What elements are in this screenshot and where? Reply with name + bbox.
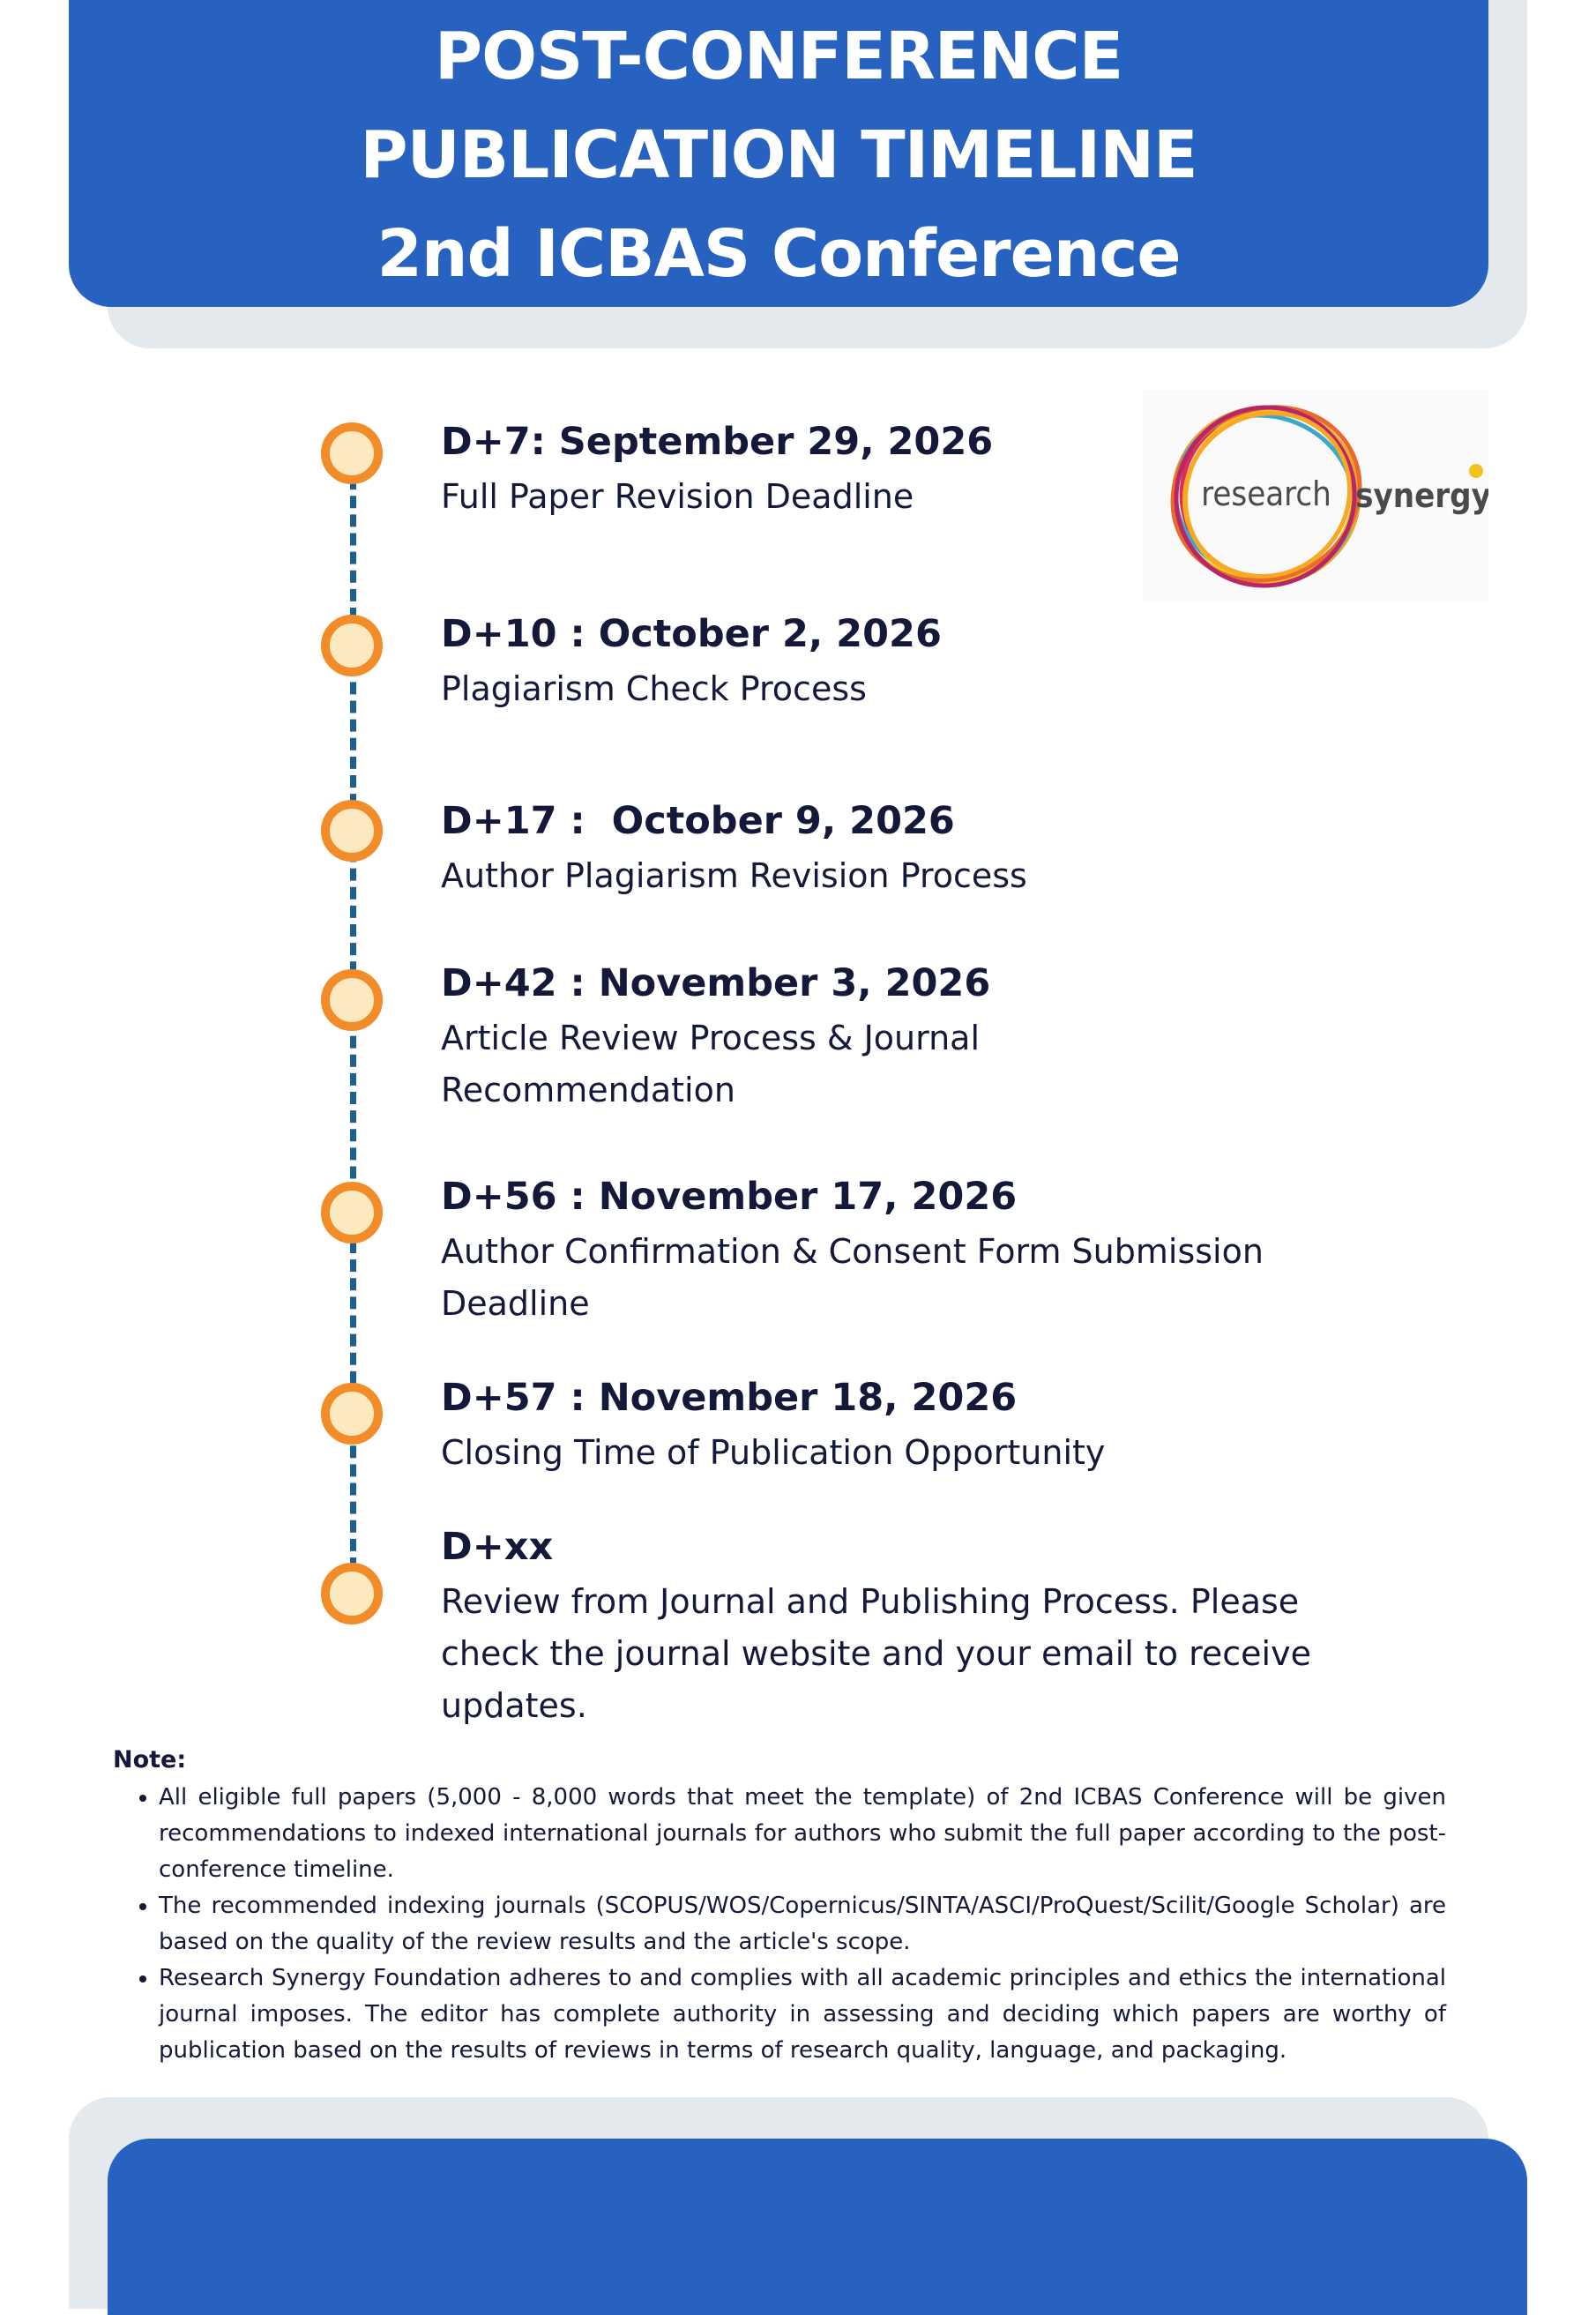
event-description: Author Confirmation & Consent Form Submission Deadline <box>441 1232 1264 1323</box>
event-date: D+42 : November 3, 2026 <box>441 961 991 1005</box>
note-item: • The recommended indexing journals (SCOPUS/WOS/Copernicus/SINTA/ASCI/ProQuest/Scilit/Google Scholar) are based on the quality of the review results and the article's scope. <box>159 1888 1446 1960</box>
event-date: D+56 : November 17, 2026 <box>441 1175 1018 1219</box>
timeline-event <box>441 1523 1323 1732</box>
event-description: Closing Time of Publication Opportunity <box>441 1433 1106 1472</box>
timeline-event <box>441 1374 1323 1479</box>
timeline-dot <box>321 1563 383 1624</box>
timeline-dot <box>321 615 383 676</box>
event-description: Full Paper Revision Deadline <box>441 477 914 516</box>
note-title: Note: <box>113 1746 187 1774</box>
logo-word-research: research <box>1201 474 1331 513</box>
timeline-event <box>441 797 1323 902</box>
note-item: • Research Synergy Foundation adheres to and complies with all academic principles and ethics the international journal imposes. The editor has complete authority in assessing and deciding which papers are worthy of publication based on the results of reviews in terms of research quality, language, and packaging. <box>159 1960 1446 2069</box>
note-item: • All eligible full papers (5,000 - 8,000 words that meet the template) of 2nd ICBAS Conference will be given recommendations to indexed international journals for authors who submit the full paper according to the post-conference timeline. <box>159 1780 1446 1888</box>
footer-banner <box>108 2139 1527 2315</box>
note-list <box>113 1780 1446 2069</box>
timeline-event <box>441 418 1323 523</box>
timeline-dot <box>321 1182 383 1243</box>
header-banner <box>69 0 1488 307</box>
event-date: D+10 : October 2, 2026 <box>441 612 942 656</box>
logo-word-synergy: synergy <box>1355 476 1488 515</box>
event-date: D+17 : October 9, 2026 <box>441 799 955 843</box>
timeline-dot <box>321 969 383 1031</box>
event-date: D+xx <box>441 1525 554 1569</box>
page-title-line-1: POST-CONFERENCE <box>434 19 1123 94</box>
timeline-event <box>441 610 1323 715</box>
event-date: D+57 : November 18, 2026 <box>441 1376 1018 1420</box>
timeline-event <box>441 960 1076 1116</box>
event-description: Review from Journal and Publishing Process. Please check the journal website and your email to receive updates. <box>441 1582 1311 1725</box>
timeline-event <box>441 1173 1323 1330</box>
page-title-line-3: 2nd ICBAS Conference <box>377 216 1181 292</box>
event-date: D+7: September 29, 2026 <box>441 420 994 464</box>
event-description: Author Plagiarism Revision Process <box>441 856 1027 895</box>
timeline-dot <box>321 1383 383 1445</box>
event-description: Article Review Process & Journal Recommendation <box>441 1019 981 1109</box>
event-description: Plagiarism Check Process <box>441 669 867 708</box>
page-title-line-2: PUBLICATION TIMELINE <box>360 117 1197 193</box>
note-section <box>113 1744 1446 2069</box>
timeline-dot <box>321 800 383 862</box>
timeline-dot <box>321 422 383 484</box>
